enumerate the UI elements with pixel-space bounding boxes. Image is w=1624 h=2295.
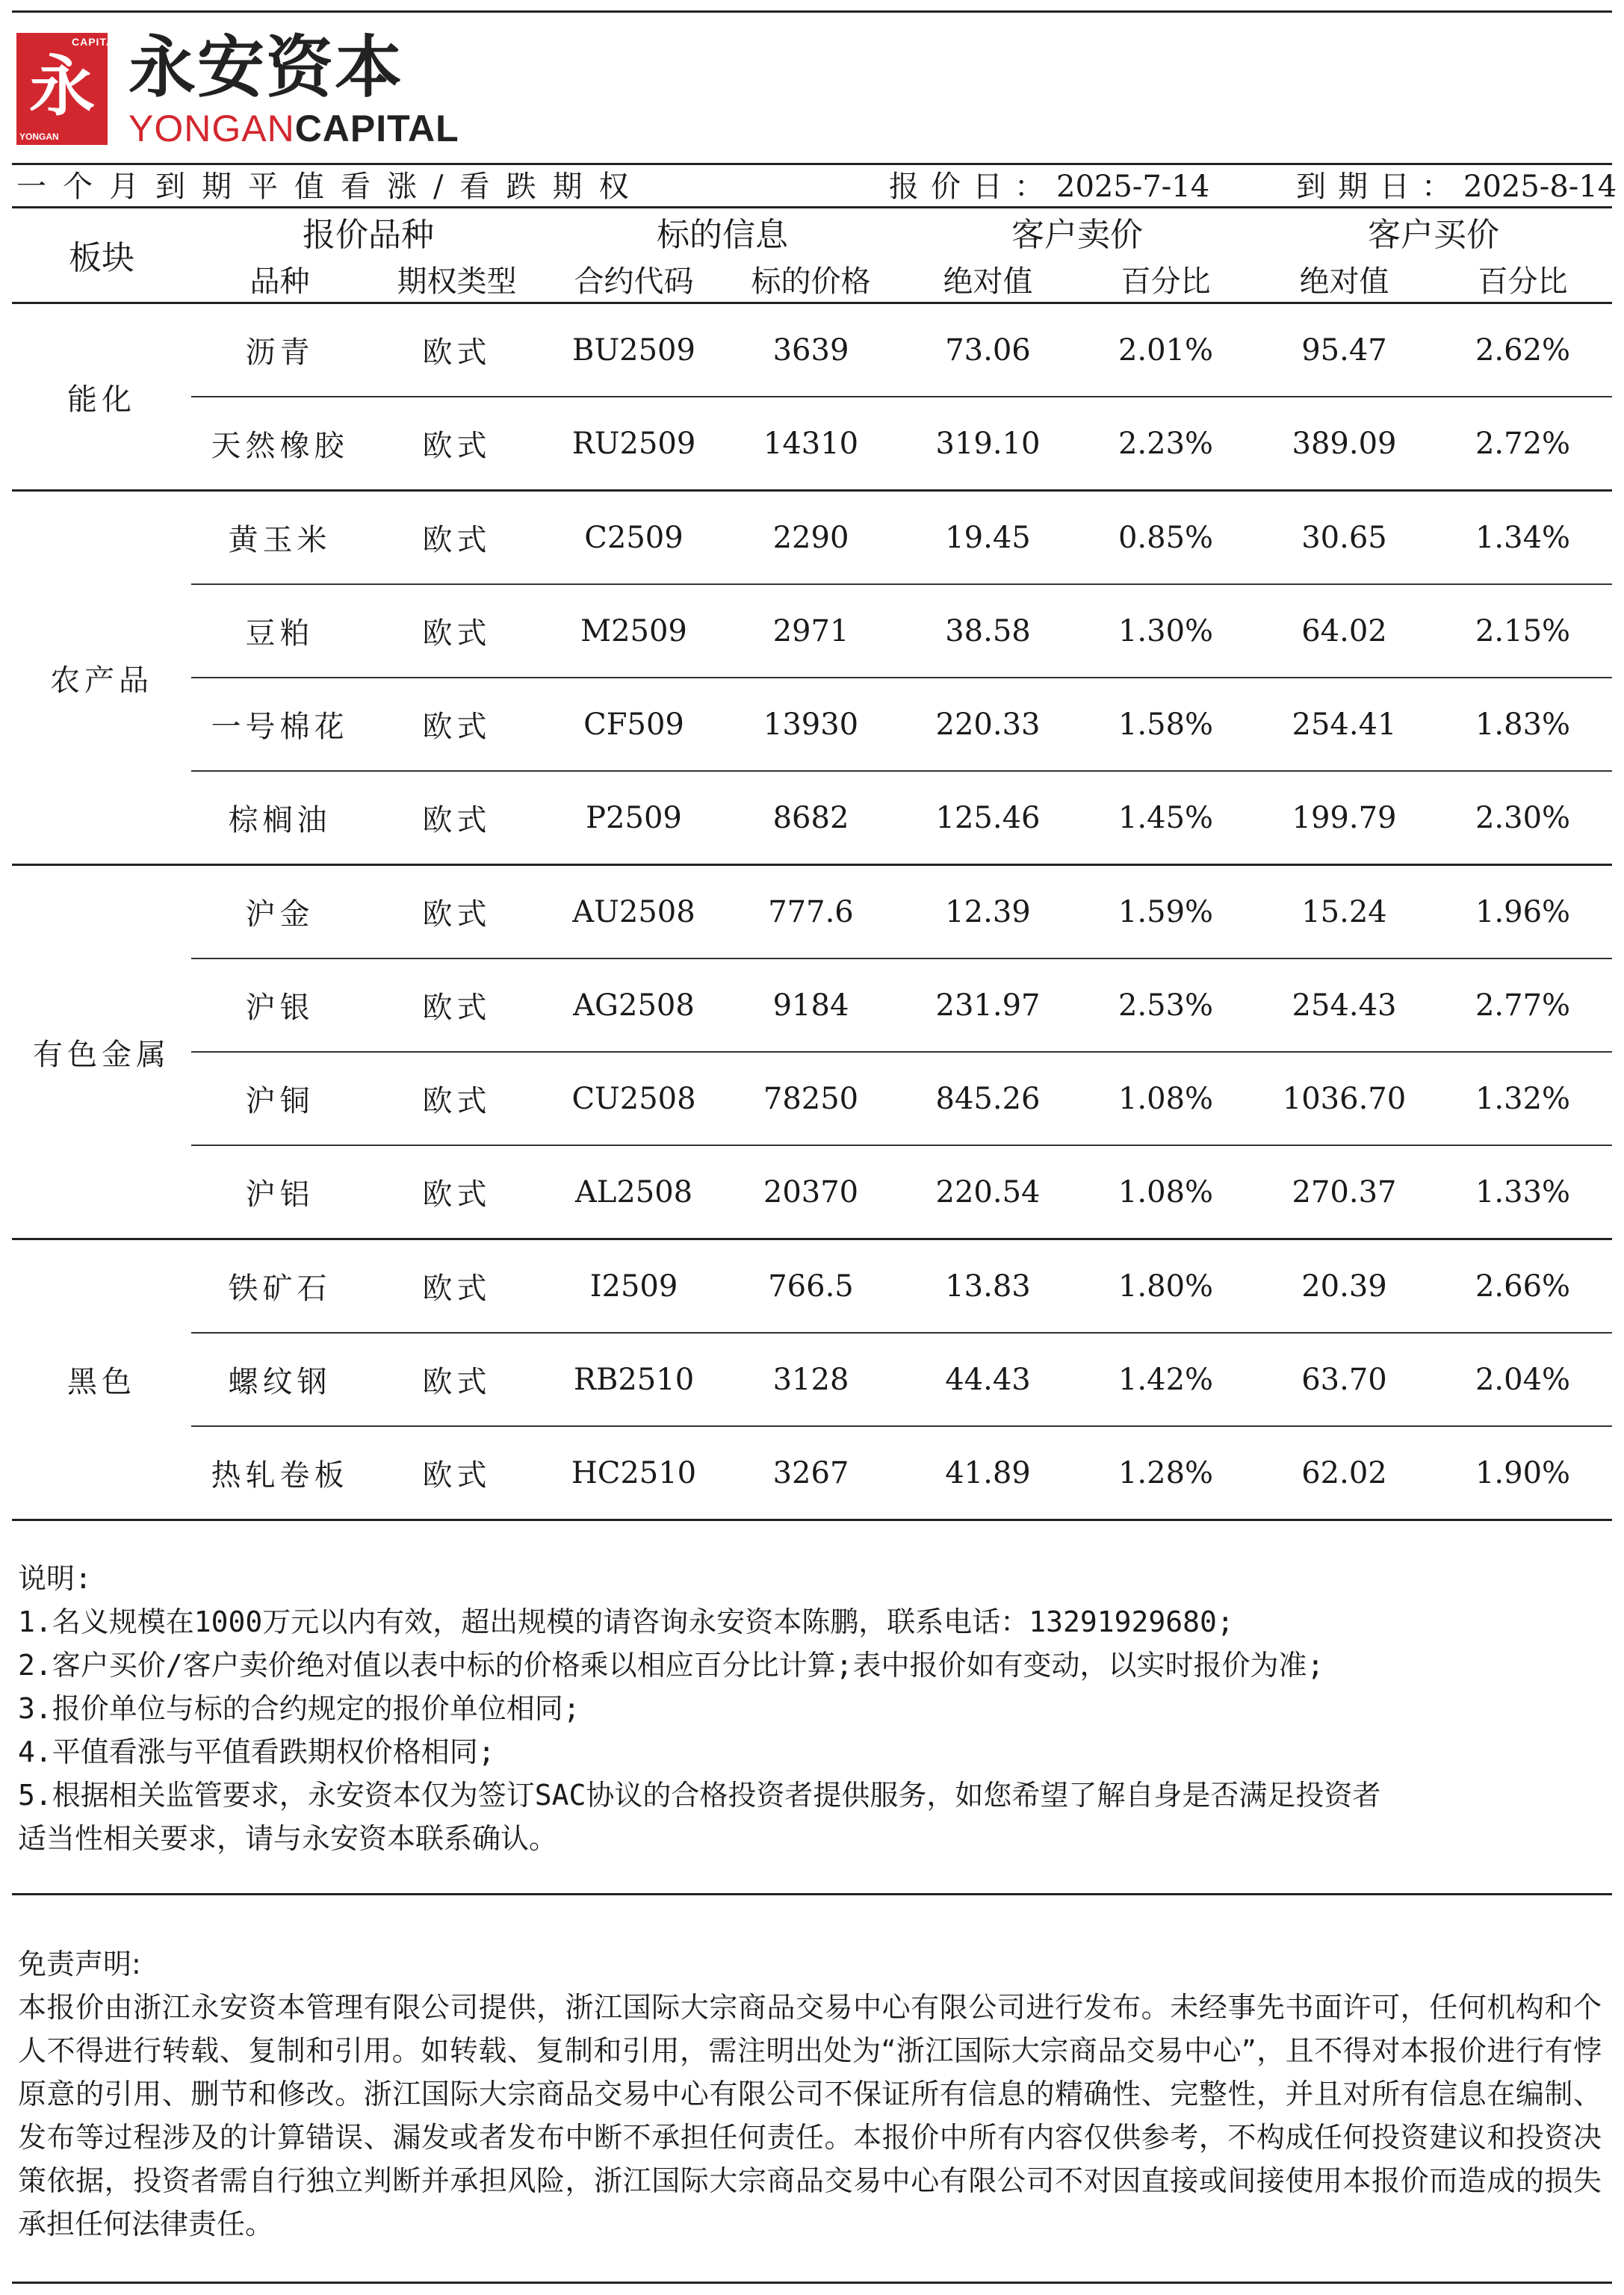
price-cell: 2290 [722,491,899,585]
price-cell: 20370 [722,1145,899,1239]
product-cell: 天然橡胶 [191,397,368,491]
disclaimer-body: 本报价由浙江永安资本管理有限公司提供，浙江国际大宗商品交易中心有限公司进行发布。未经事先书面许可，任何机构和个人不得进行转载、复制和引用。如转载、复制和引用，需注明出处为“浙江国际大宗商品交易中心”，且不得对本报价进行有悖原意的引用、删节和修改。浙江国际大宗商品交易中心有限公司不保证所有信息的精确性、完整性，并且对所有信息在编制、发布等过程涉及的计算错误、漏发或者发布中断不承担任何责任。本报价中所有内容仅供参考，不构成任何投资建议和投资决策依据，投资者需自行独立判断并承担风险，浙江国际大宗商品交易中心有限公司不对因直接或间接使用本报价而造成的损失承担任何法律责任。 [18,1991,1602,2240]
note-item: 1.名义规模在1000万元以内有效，超出规模的请咨询永安资本陈鹏，联系电话：13291929680; [18,1605,1234,1638]
header-sell-abs: 绝对值 [899,255,1076,303]
contract-cell: RB2510 [545,1333,722,1426]
brand-name-cn: 永安资本 [128,28,403,107]
buy-pct-cell: 2.62% [1475,332,1571,368]
quote-date: 报价日：2025-7-14 [889,170,1210,204]
notes-rule [12,1893,1612,1895]
sell-pct-cell: 1.59% [1076,865,1255,959]
contract-cell: C2509 [545,491,722,585]
sell-pct-cell: 1.45% [1076,771,1255,865]
price-cell: 3267 [722,1426,899,1520]
option-type-cell: 欧式 [368,397,545,491]
option-type-cell: 欧式 [368,491,545,585]
buy-abs-cell: 389.09 [1255,397,1434,491]
buy-pct-cell: 1.90% [1434,1426,1612,1520]
buy-abs-cell: 63.70 [1255,1333,1434,1426]
expiry-date: 到期日：2025-8-14 [1296,170,1617,204]
product-cell: 沥青 [245,335,314,370]
table-row [12,1239,1612,1334]
header-contract: 合约代码 [545,255,722,303]
table-row [12,491,1612,585]
price-cell: 777.6 [722,865,899,959]
sell-abs-cell: 13.83 [899,1239,1076,1334]
option-type-cell: 欧式 [368,958,545,1052]
option-type-cell: 欧式 [368,865,545,959]
buy-pct-cell: 1.83% [1434,678,1612,771]
brand-name-en: YONGANCAPITAL [128,108,459,149]
sell-abs-cell: 38.58 [899,584,1076,678]
header-rule [12,163,1612,165]
contract-cell: I2509 [545,1239,722,1334]
header-product: 品种 [191,255,368,303]
disclaimer-heading: 免责声明: [18,1948,141,1980]
buy-pct-cell: 2.30% [1434,771,1612,865]
sell-abs-cell: 19.45 [899,491,1076,585]
contract-cell: P2509 [545,771,722,865]
sell-pct-cell: 2.23% [1076,397,1255,491]
contract-cell: AU2508 [545,865,722,959]
option-type-cell: 欧式 [368,1333,545,1426]
price-cell: 2971 [722,584,899,678]
logo-mark [16,33,122,145]
price-cell: 766.5 [722,1239,899,1334]
header-sell-pct: 百分比 [1076,255,1255,303]
option-type-cell: 欧式 [422,335,492,370]
sell-pct-cell: 1.30% [1076,584,1255,678]
buy-pct-cell: 2.66% [1434,1239,1612,1334]
buy-pct-cell: 1.34% [1434,491,1612,585]
table-row [12,865,1612,959]
contract-cell: HC2510 [545,1426,722,1520]
product-cell: 铁矿石 [191,1239,368,1334]
contract-cell: RU2509 [545,397,722,491]
sell-pct-cell: 1.08% [1076,1052,1255,1145]
buy-abs-cell: 64.02 [1255,584,1434,678]
buy-pct-cell: 1.33% [1434,1145,1612,1239]
sell-abs-cell: 125.46 [899,771,1076,865]
buy-abs-cell: 15.24 [1255,865,1434,959]
sell-abs-cell: 41.89 [899,1426,1076,1520]
option-type-cell: 欧式 [368,1239,545,1334]
option-type-cell: 欧式 [368,1426,545,1520]
logo-mark-yongan: YONGAN [19,131,59,142]
price-cell: 8682 [722,771,899,865]
header-buy-pct: 百分比 [1434,255,1612,303]
option-type-cell: 欧式 [368,771,545,865]
contract-cell: BU2509 [572,332,695,368]
sell-pct-cell: 1.42% [1076,1333,1255,1426]
sell-abs-cell: 319.10 [899,397,1076,491]
sell-abs-cell: 220.33 [899,678,1076,771]
note-item: 4.平值看涨与平值看跌期权价格相同; [18,1735,495,1768]
note-item: 3.报价单位与标的合约规定的报价单位相同; [18,1692,580,1725]
notes-section [18,1557,1602,1860]
table-row [12,1145,1612,1239]
top-rule [12,10,1612,13]
sell-abs-cell: 845.26 [899,1052,1076,1145]
sell-pct-cell: 1.28% [1076,1426,1255,1520]
sell-abs-cell: 231.97 [899,958,1076,1052]
table-row [12,771,1612,865]
table-row [12,584,1612,678]
buy-abs-cell: 1036.70 [1255,1052,1434,1145]
buy-abs-cell: 270.37 [1255,1145,1434,1239]
product-cell: 沪铜 [191,1052,368,1145]
notes-heading: 说明: [18,1562,92,1595]
sell-pct-cell: 2.53% [1076,958,1255,1052]
sector-cell: 农产品 [12,491,191,865]
header-underlying-group: 标的信息 [657,216,788,254]
buy-abs-cell: 199.79 [1255,771,1434,865]
disclaimer-section [18,1942,1602,2246]
contract-cell: CU2508 [545,1052,722,1145]
buy-abs-cell: 95.47 [1301,332,1387,368]
contract-cell: M2509 [545,584,722,678]
logo-mark-capital: CAPITAL [72,36,122,48]
header-product-group: 报价品种 [303,216,434,254]
buy-pct-cell: 2.72% [1434,397,1612,491]
header-buy-group: 客户买价 [1368,216,1499,254]
buy-abs-cell: 30.65 [1255,491,1434,585]
option-type-cell: 欧式 [368,584,545,678]
price-cell: 13930 [722,678,899,771]
quote-title: 一个月到期平值看涨/看跌期权 [16,170,645,204]
buy-abs-cell: 62.02 [1255,1426,1434,1520]
product-cell: 沪铝 [191,1145,368,1239]
sector-cell: 黑色 [12,1239,191,1520]
buy-abs-cell: 20.39 [1255,1239,1434,1334]
sell-pct-cell: 2.01% [1118,332,1214,368]
buy-abs-cell: 254.41 [1255,678,1434,771]
table-row [12,1052,1612,1145]
sell-pct-cell: 1.80% [1076,1239,1255,1334]
option-type-cell: 欧式 [368,1052,545,1145]
option-type-cell: 欧式 [368,678,545,771]
price-cell: 14310 [722,397,899,491]
sell-pct-cell: 1.08% [1076,1145,1255,1239]
price-cell: 9184 [722,958,899,1052]
contract-cell: CF509 [545,678,722,771]
table-row [12,1333,1612,1426]
sell-pct-cell: 1.58% [1076,678,1255,771]
sell-abs-cell: 44.43 [899,1333,1076,1426]
price-cell: 3639 [772,332,849,368]
table-row [12,1426,1612,1520]
price-cell: 3128 [722,1333,899,1426]
header-price: 标的价格 [722,255,899,303]
sector-cell: 能化 [67,382,136,417]
sector-cell: 有色金属 [12,865,191,1239]
table-row [12,958,1612,1052]
header-option-type: 期权类型 [368,255,545,303]
header-sector: 板块 [12,208,191,303]
logo-mark-glyph: 永 [28,48,95,125]
sell-abs-cell: 73.06 [945,332,1031,368]
product-cell: 沪金 [191,865,368,959]
product-cell: 棕榈油 [191,771,368,865]
note-item: 5.根据相关监管要求，永安资本仅为签订SAC协议的合格投资者提供服务，如您希望了解自身是否满足投资者 [18,1779,1381,1812]
product-cell: 螺纹钢 [191,1333,368,1426]
product-cell: 热轧卷板 [191,1426,368,1520]
sell-abs-cell: 220.54 [899,1145,1076,1239]
bottom-rule [12,2282,1612,2284]
product-cell: 沪银 [191,958,368,1052]
contract-cell: AG2508 [545,958,722,1052]
buy-pct-cell: 1.32% [1434,1052,1612,1145]
buy-abs-cell: 254.43 [1255,958,1434,1052]
table-row [12,303,1612,397]
product-cell: 一号棉花 [191,678,368,771]
table-row [12,397,1612,491]
note-item: 适当性相关要求，请与永安资本联系确认。 [18,1822,558,1855]
option-type-cell: 欧式 [368,1145,545,1239]
buy-pct-cell: 2.04% [1434,1333,1612,1426]
buy-pct-cell: 2.15% [1434,584,1612,678]
sell-pct-cell: 0.85% [1076,491,1255,585]
table-row [12,678,1612,771]
buy-pct-cell: 1.96% [1434,865,1612,959]
sell-abs-cell: 12.39 [899,865,1076,959]
buy-pct-cell: 2.77% [1434,958,1612,1052]
product-cell: 豆粕 [191,584,368,678]
quote-table [12,208,1612,1521]
contract-cell: AL2508 [545,1145,722,1239]
note-item: 2.客户买价/客户卖价绝对值以表中标的价格乘以相应百分比计算;表中报价如有变动，以实时报价为准; [18,1649,1324,1682]
header-sell-group: 客户卖价 [1011,216,1143,254]
header-buy-abs: 绝对值 [1255,255,1434,303]
product-cell: 黄玉米 [191,491,368,585]
price-cell: 78250 [722,1052,899,1145]
